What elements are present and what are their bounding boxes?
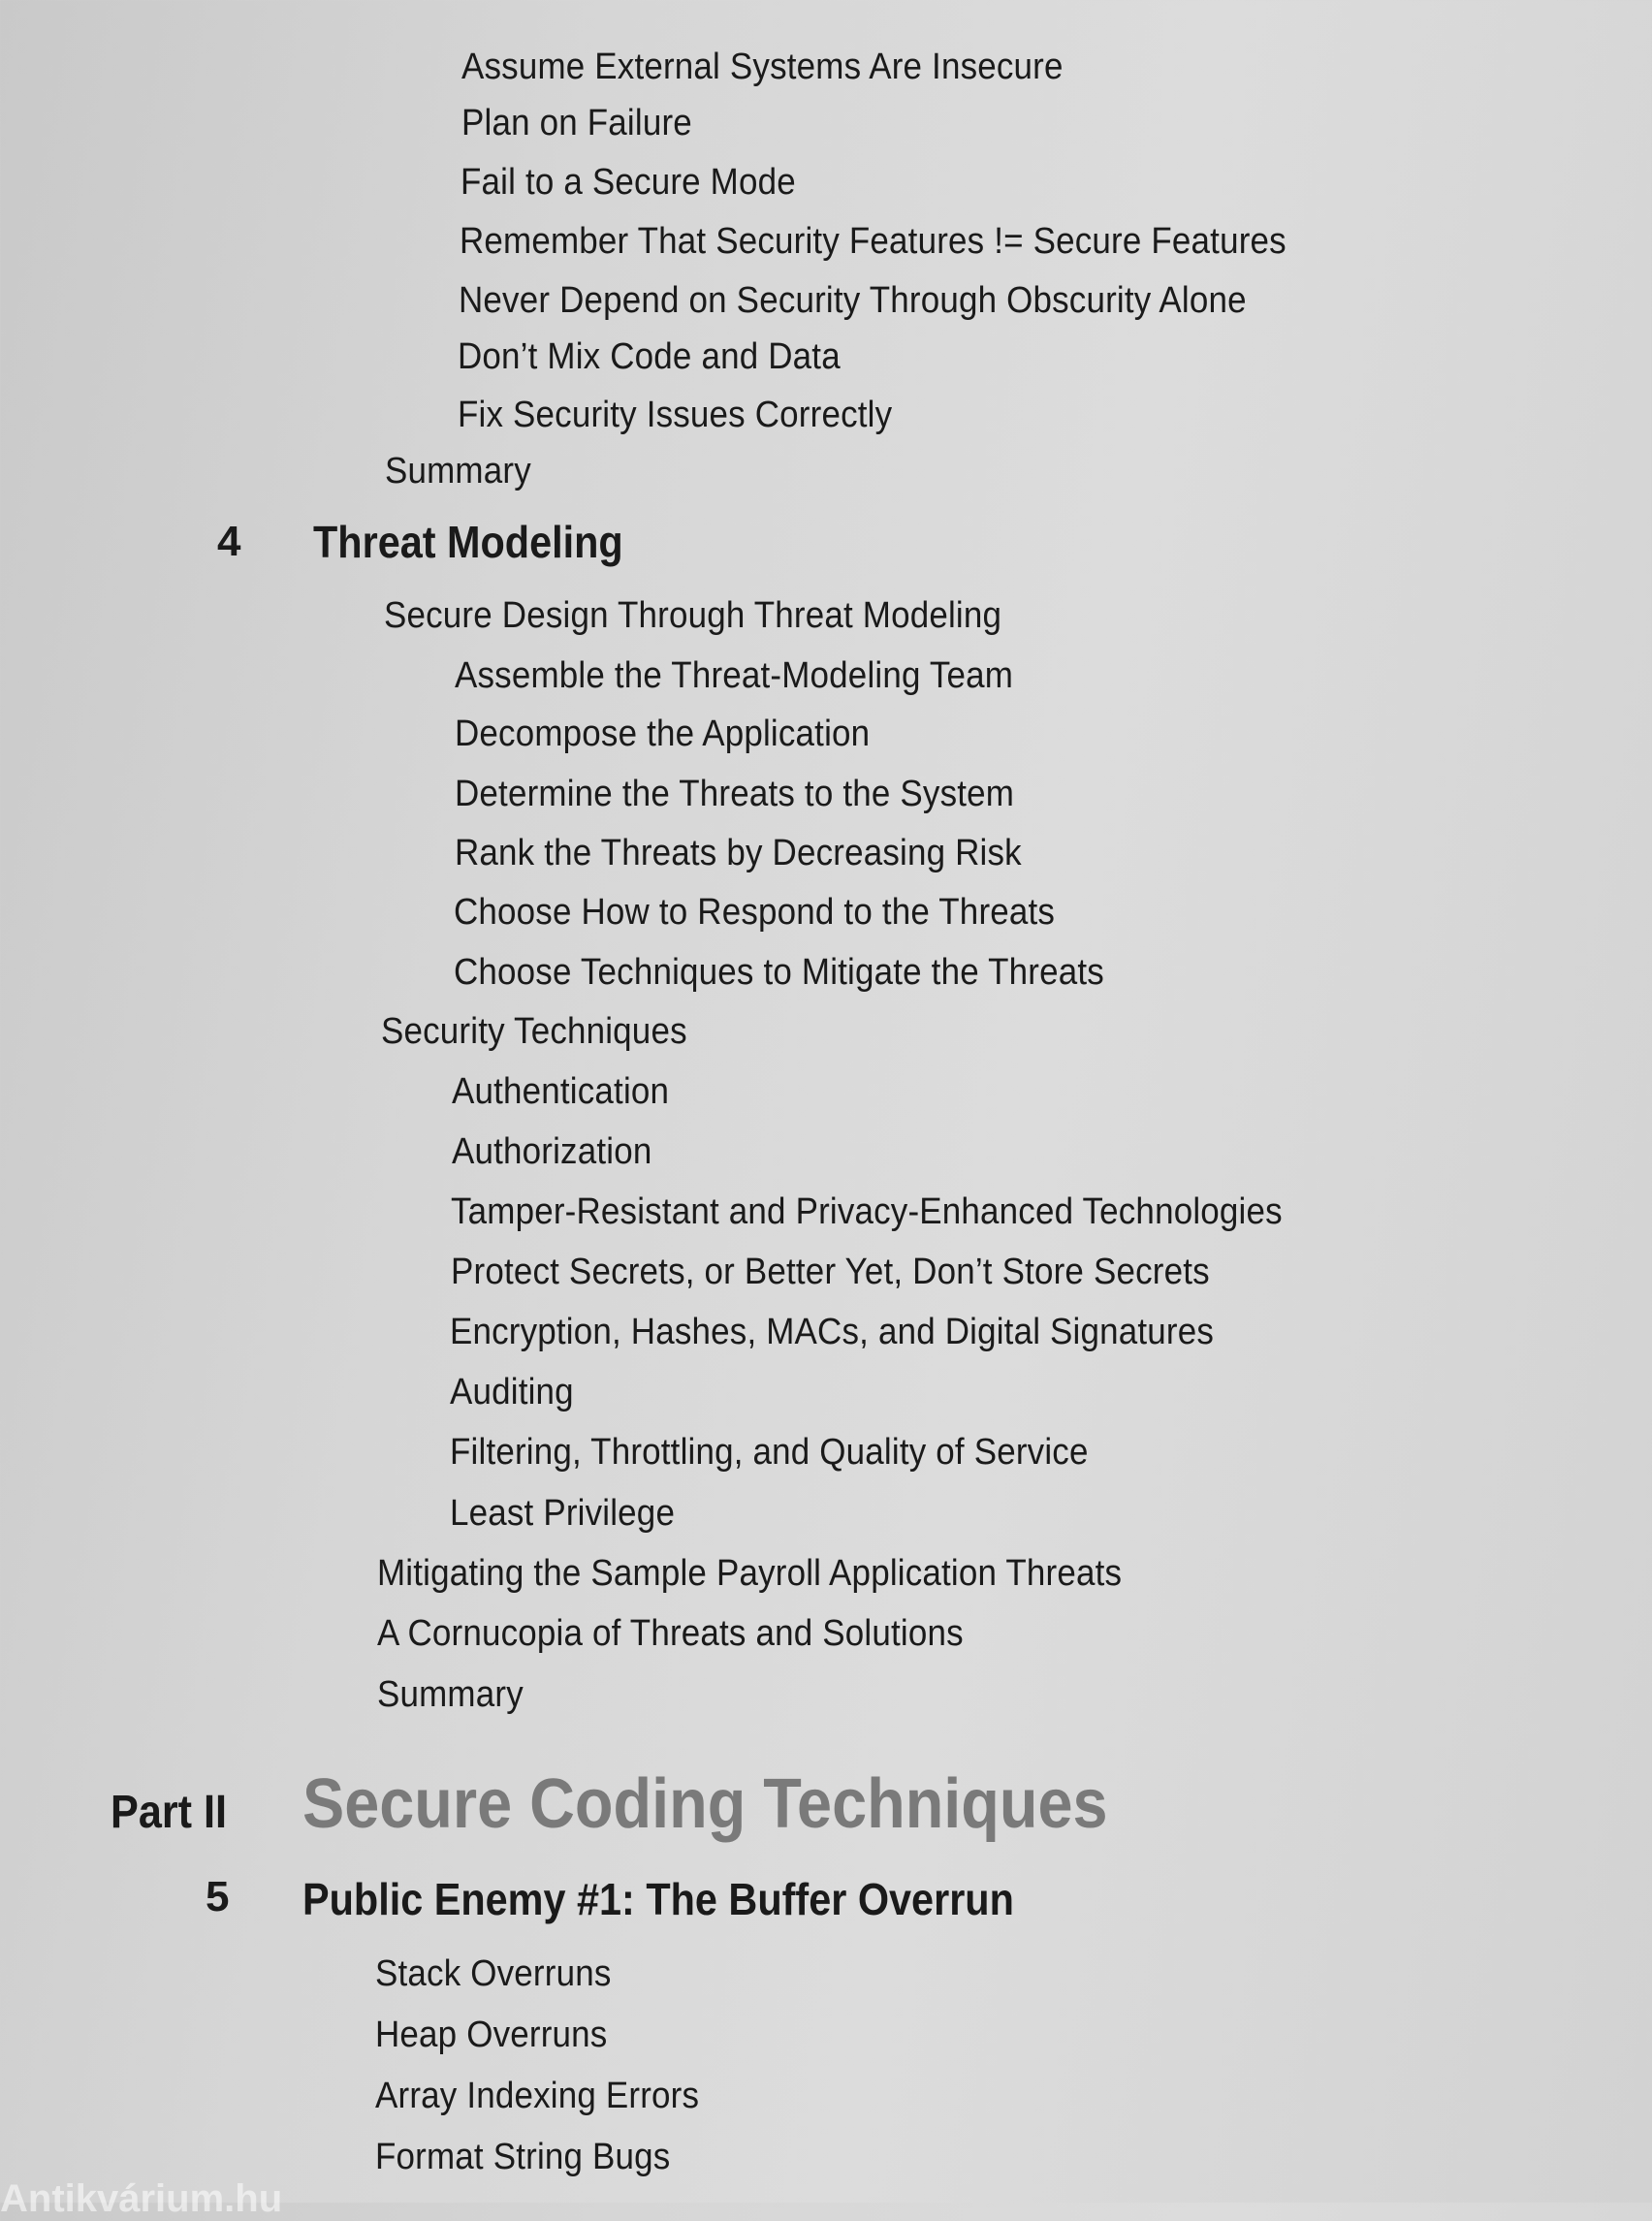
watermark: Antikvárium.hu xyxy=(0,2177,283,2220)
toc-entry: Rank the Threats by Decreasing Risk xyxy=(455,833,1022,873)
toc-entry: Array Indexing Errors xyxy=(375,2076,700,2116)
toc-entry: Auditing xyxy=(450,1372,574,1412)
toc-entry: Authentication xyxy=(452,1071,670,1112)
toc-entry: Choose How to Respond to the Threats xyxy=(454,892,1056,933)
toc-section: Mitigating the Sample Payroll Application Threats xyxy=(377,1553,1123,1594)
toc-entry: Filtering, Throttling, and Quality of Service xyxy=(450,1432,1089,1473)
toc-entry: Don’t Mix Code and Data xyxy=(458,336,841,377)
toc-entry: Plan on Failure xyxy=(461,103,692,143)
chapter-number: 4 xyxy=(217,518,241,565)
toc-entry: Remember That Security Features != Secure Features xyxy=(460,221,1287,262)
toc-entry: Protect Secrets, or Better Yet, Don’t Store Secrets xyxy=(451,1252,1210,1292)
toc-section: Summary xyxy=(385,451,531,492)
toc-entry: Assume External Systems Are Insecure xyxy=(461,47,1064,87)
toc-entry: Encryption, Hashes, MACs, and Digital Signatures xyxy=(450,1312,1215,1352)
chapter-title: Threat Modeling xyxy=(313,517,623,567)
toc-entry: Stack Overruns xyxy=(375,1953,612,1994)
toc-entry: Choose Techniques to Mitigate the Threats xyxy=(454,952,1104,993)
chapter-title: Public Enemy #1: The Buffer Overrun xyxy=(302,1874,1014,1924)
toc-section: Secure Design Through Threat Modeling xyxy=(384,595,1002,636)
toc-entry: Decompose the Application xyxy=(455,714,871,754)
toc-entry: Authorization xyxy=(452,1131,652,1172)
toc-entry: Heap Overruns xyxy=(375,2015,608,2055)
toc-entry: Format String Bugs xyxy=(375,2137,671,2177)
show-through-text xyxy=(1086,48,1095,86)
toc-section: A Cornucopia of Threats and Solutions xyxy=(377,1613,964,1654)
toc-entry: Fix Security Issues Correctly xyxy=(458,395,893,435)
toc-section: Security Techniques xyxy=(381,1011,687,1052)
toc-section: Summary xyxy=(377,1674,524,1715)
toc-entry: Determine the Threats to the System xyxy=(455,774,1015,814)
toc-entry: Fail to a Secure Mode xyxy=(461,162,796,203)
part-title: Secure Coding Techniques xyxy=(302,1765,1108,1843)
part-label: Part II xyxy=(111,1787,228,1838)
chapter-number: 5 xyxy=(206,1873,230,1920)
toc-entry: Assemble the Threat-Modeling Team xyxy=(455,655,1014,696)
toc-entry: Least Privilege xyxy=(450,1493,676,1534)
toc-entry: Tamper-Resistant and Privacy-Enhanced Technologies xyxy=(451,1191,1283,1232)
toc-entry: Never Depend on Security Through Obscurity Alone xyxy=(459,280,1247,321)
